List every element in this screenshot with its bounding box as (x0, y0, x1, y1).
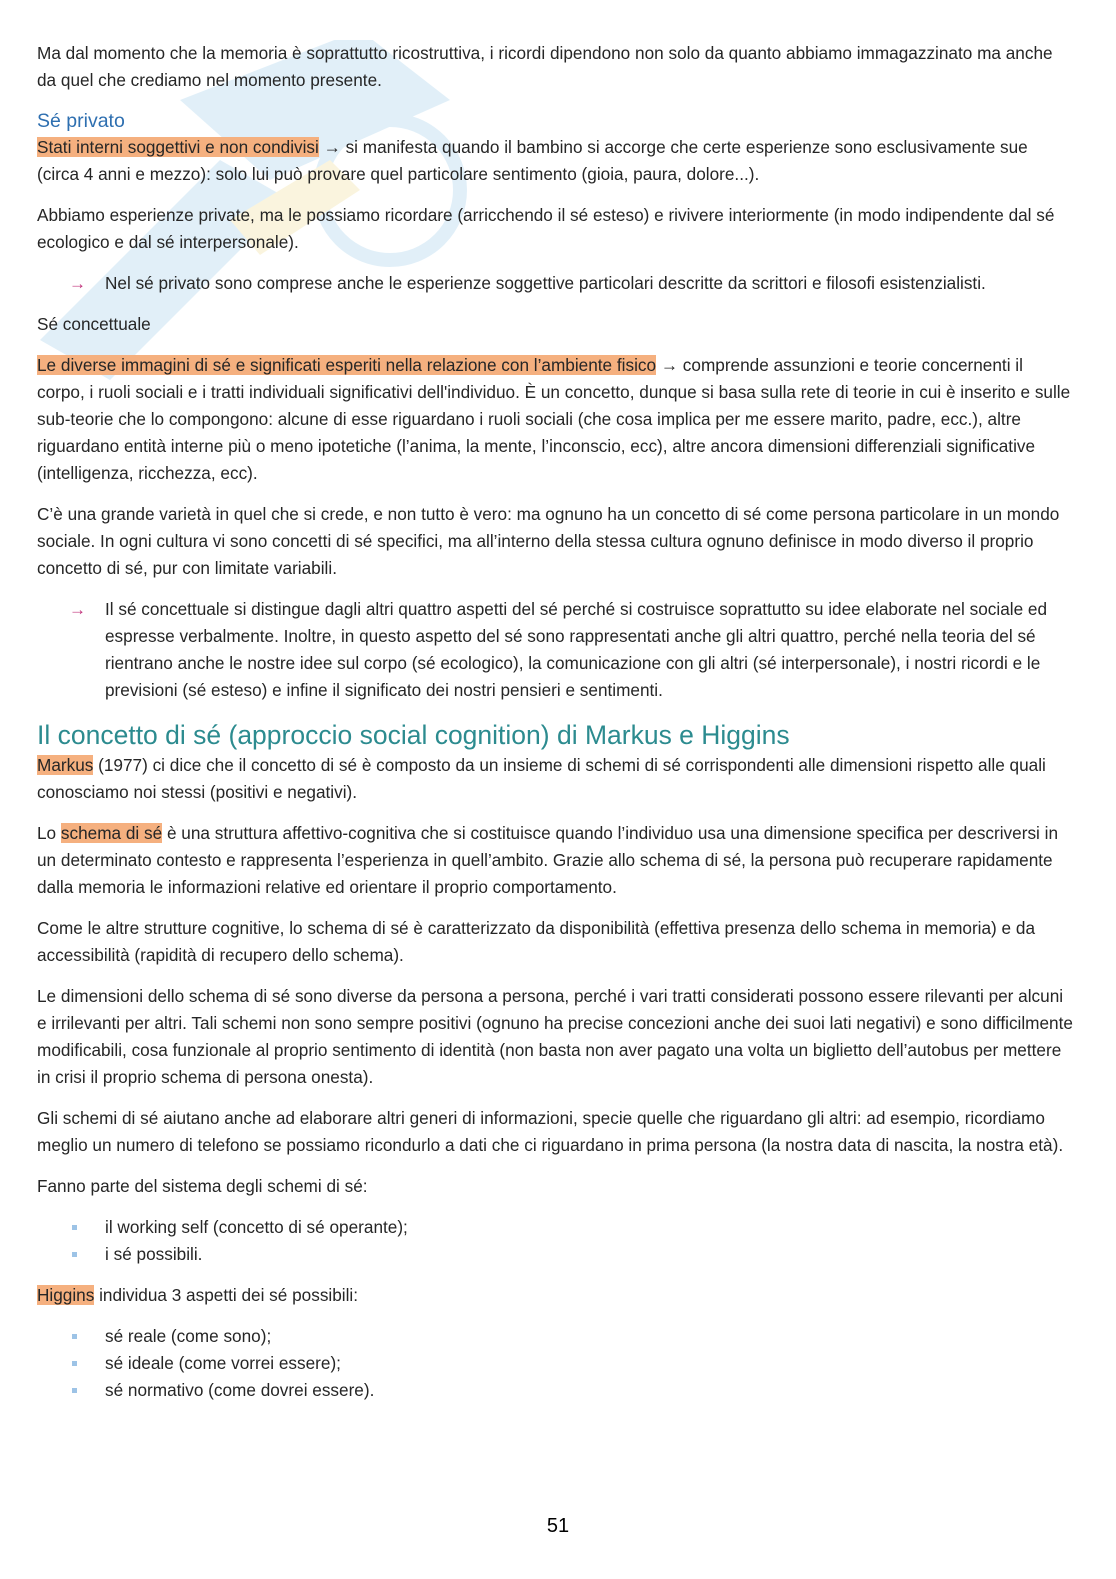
highlight-higgins: Higgins (37, 1285, 95, 1305)
square-bullet-icon (72, 1361, 77, 1366)
schema-paragraph: Lo schema di sé è una struttura affettivo-cognitiva che si costituisce quando l’individuo usa una dimensione specifica per descriversi in un determinato contesto e rappresenta l’esperienza in quell’ambito. Grazie allo schema di sé, la persona può recuperare rapidamente dalla memoria le informazioni relative ed orientare il proprio comportamento. (37, 823, 1059, 897)
schemi-list (37, 1214, 1073, 1268)
varieta-paragraph: C’è una grande varietà in quel che si crede, e non tutto è vero: ma ognuno ha un concetto di sé come persona particolare in un mondo sociale. In ogni cultura vi sono concetti di sé specifici, ma all’interno della stessa cultura ognuno definisce in modo diverso il proprio concetto di sé, pur con limitate variabili. (37, 504, 1060, 578)
highlight-schema: schema di sé (60, 823, 163, 843)
list-item: sé ideale (come vorrei essere); (37, 1350, 1073, 1377)
square-bullet-icon (72, 1334, 77, 1339)
intro-paragraph: Ma dal momento che la memoria è soprattutto ricostruttiva, i ricordi dipendono non solo da quanto abbiamo immagazzinato ma anche da quel che crediamo nel momento presente. (37, 43, 1053, 90)
aiutano-paragraph: Gli schemi di sé aiutano anche ad elaborare altri generi di informazioni, specie quelle che riguardano gli altri: ad esempio, ricordiamo meglio un numero di telefono se possiamo ricondurlo a dati che ci riguardano in prima persona (la nostra data di nascita, la nostra età). (37, 1108, 1064, 1155)
list-item: sé reale (come sono); (37, 1323, 1073, 1350)
arrow-right-icon: → (69, 600, 86, 619)
se-possibili-list (37, 1323, 1073, 1404)
square-bullet-icon (72, 1252, 77, 1257)
section-title: Il concetto di sé (approccio social cognition) di Markus e Higgins (37, 720, 790, 750)
highlight-diverse-immagini: Le diverse immagini di sé e significati esperiti nella relazione con l’ambiente fisico (37, 355, 657, 375)
heading-se-privato: Sé privato (37, 110, 125, 132)
list-item: sé normativo (come dovrei essere). (37, 1377, 1073, 1404)
fanno-parte-paragraph: Fanno parte del sistema degli schemi di sé: (37, 1176, 368, 1196)
highlight-markus: Markus (37, 755, 94, 775)
document-page (37, 40, 1073, 1418)
higgins-paragraph: Higgins individua 3 aspetti dei sé possibili: (37, 1285, 359, 1305)
list-item: i sé possibili. (37, 1241, 1073, 1268)
concettuale-paragraph: Le diverse immagini di sé e significati esperiti nella relazione con l’ambiente fisico → comprende assunzioni e teorie concernenti il corpo, i ruoli sociali e i tratti individuali significativi dell'individuo. È un concetto, dunque si basa sulla rete di teorie in cui è inserito e sulle sub-teorie che lo compongono: alcune di esse riguardano i ruoli sociali (che cosa implica per me essere marito, padre, ecc.), altre riguardano entità interne più o meno ipotetiche (l’anima, la mente, l’inconscio, ecc), altre ancora dimensioni differenziali significative (intelligenza, ricchezza, ecc). (37, 355, 1071, 483)
arrow-item-privato: → Nel sé privato sono comprese anche le esperienze soggettive particolari descritte da scrittori e filosofi esistenzialisti. (37, 270, 1073, 297)
markus-paragraph: Markus (1977) ci dice che il concetto di sé è composto da un insieme di schemi di sé corrispondenti alle dimensioni rispetto alle quali conosciamo noi stessi (positivi e negativi). (37, 755, 1046, 802)
square-bullet-icon (72, 1225, 77, 1230)
heading-se-concettuale: Sé concettuale (37, 314, 151, 334)
square-bullet-icon (72, 1388, 77, 1393)
highlight-stati-interni: Stati interni soggettivi e non condivisi (37, 137, 319, 157)
arrow-right-icon: → (69, 274, 86, 293)
page-number: 51 (546, 1515, 570, 1537)
esperienze-paragraph: Abbiamo esperienze private, ma le possiamo ricordare (arricchendo il sé esteso) e rivivere interiormente (in modo indipendente dal sé ecologico e dal sé interpersonale). (37, 205, 1055, 252)
arrow-item-concettuale: → Il sé concettuale si distingue dagli altri quattro aspetti del sé perché si costruisce soprattutto su idee elaborate nel sociale ed espresse verbalmente. Inoltre, in questo aspetto del sé sono rappresentati anche gli altri quattro, perché nella teoria del sé rientrano anche le nostre idee sul corpo (sé ecologico), la comunicazione con gli altri (sé interpersonale), i nostri ricordi e le previsioni (sé esteso) e infine il significato dei nostri pensieri e sentimenti. (37, 596, 1073, 704)
se-privato-paragraph: Stati interni soggettivi e non condivisi → si manifesta quando il bambino si accorge che certe esperienze sono esclusivamente sue (circa 4 anni e mezzo): solo lui può provare quel particolare sentimento (gioia, paura, dolore...). (37, 137, 1028, 184)
list-item: il working self (concetto di sé operante); (37, 1214, 1073, 1241)
dimensioni-paragraph: Le dimensioni dello schema di sé sono diverse da persona a persona, perché i vari tratti considerati possono essere rilevanti per alcuni e irrilevanti per altri. Tali schemi non sono sempre positivi (ognuno ha precise concezioni anche dei suoi lati negativi) e sono difficilmente modificabili, cosa funzionale al proprio sentimento di identità (non basta non aver pagato una volta un biglietto dell’autobus per mettere in crisi il proprio schema di persona onesta). (37, 986, 1073, 1087)
strutture-paragraph: Come le altre strutture cognitive, lo schema di sé è caratterizzato da disponibilità (effettiva presenza dello schema in memoria) e da accessibilità (rapidità di recupero dello schema). (37, 918, 1035, 965)
